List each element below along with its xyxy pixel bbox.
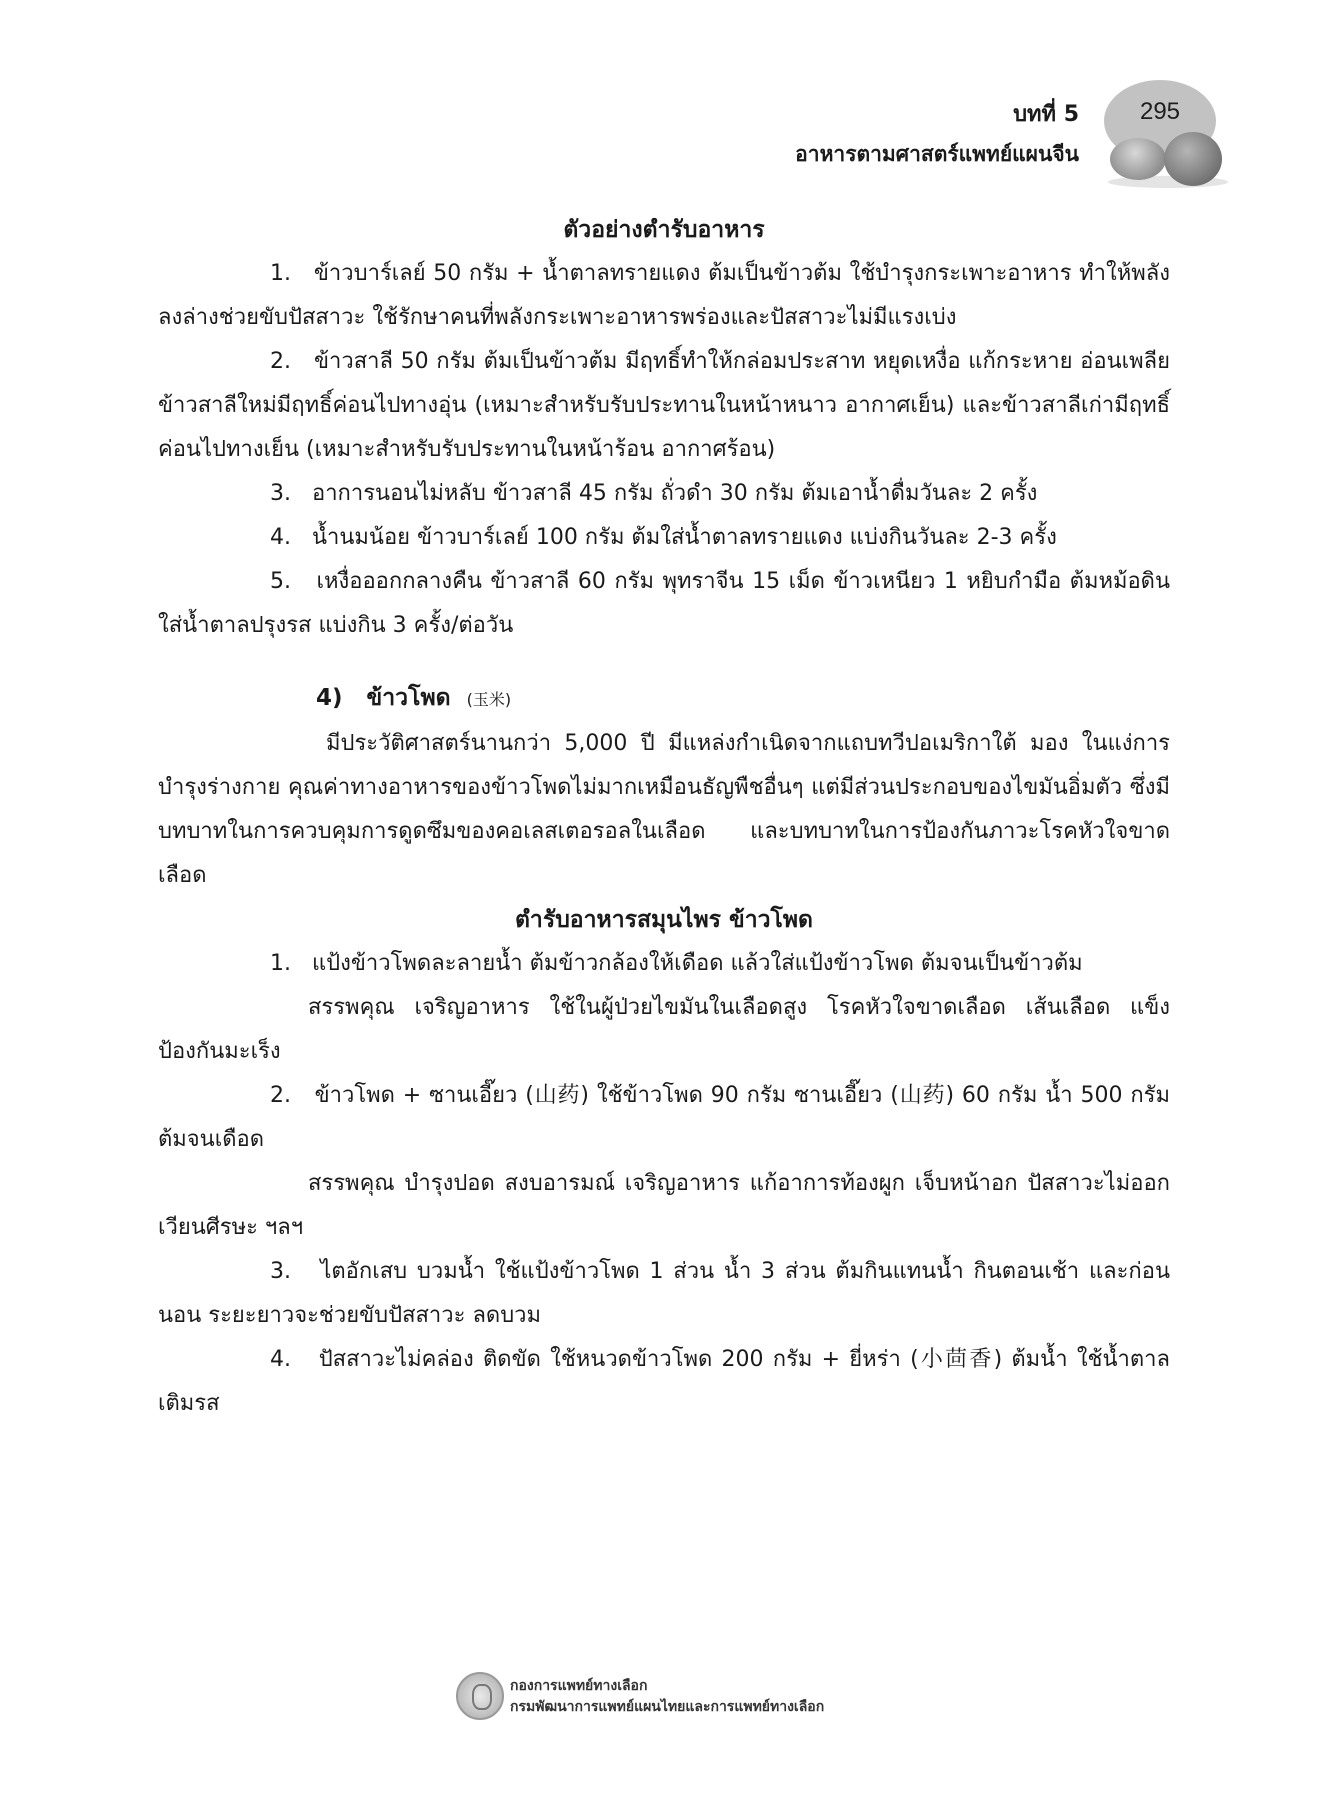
item-text: ปัสสาวะไม่คล่อง ติดขัด ใช้หนวดข้าวโพด 200 กรัม + ยี่หร่า (小茴香) ต้มน้ำ: [318, 1347, 1068, 1372]
tomato-icon: [1110, 138, 1166, 180]
footer-org-line1: กองการแพทย์ทางเลือก: [510, 1678, 648, 1694]
item-number: 4.: [270, 1347, 291, 1372]
herbal-recipe-4: [158, 1338, 1170, 1426]
item-text: ข้าวบาร์เลย์ 50 กรัม + น้ำตาลทรายแดง ต้มเป็นข้าวต้ม ใช้บำรุงกระเพาะอาหาร: [313, 261, 1072, 286]
chapter-label: บทที่ 5: [1013, 102, 1079, 127]
item-text: ข้าวโพด + ซานเอี๊ยว (山药) ใช้ข้าวโพด 90 กรัม ซานเอี๊ยว (山药) 60 กรัม: [314, 1083, 1038, 1108]
recipe-item-1: [158, 252, 1170, 340]
item-number: 4.: [270, 525, 291, 550]
item-number: 2.: [270, 349, 291, 374]
recipe-item-3: [158, 472, 1170, 516]
page-number: 295: [1139, 98, 1181, 125]
footer-org-line2: กรมพัฒนาการแพทย์แผนไทยและการแพทย์ทางเลือก: [510, 1699, 825, 1715]
herbal-recipe-3: [158, 1250, 1170, 1338]
herbal-recipe-2-benefit: สรรพคุณ บำรุงปอด สงบอารมณ์ เจริญอาหาร แก้อาการท้องผูก เจ็บหน้าอก ปัสสาวะไม่ออก เวียนศีรษะ ฯลฯ: [158, 1171, 1170, 1240]
item-text-cont: ทำให้พลังลงล่างช่วยขับปัสสาวะ ใช้รักษาคนที่พลังกระเพาะอาหารพร่องและปัสสาวะไม่มีแรงเบ่ง: [158, 261, 1170, 330]
item-text: เหงื่อออกกลางคืน ข้าวสาลี 60 กรัม พุทราจีน 15 เม็ด ข้าวเหนียว 1 หยิบกำมือ: [316, 569, 1062, 594]
page-footer: [452, 1672, 912, 1732]
subsection-number: 4): [316, 685, 343, 711]
subsection-heading-corn: [158, 676, 1170, 722]
recipe-item-4: [158, 516, 1170, 560]
item-text: แป้งข้าวโพดละลายน้ำ ต้มข้าวกล้องให้เดือด แล้วใส่แป้งข้าวโพด ต้มจนเป็นข้าวต้ม: [311, 951, 1083, 976]
section-title-herbal-recipes: ตำรับอาหารสมุนไพร ข้าวโพด: [515, 907, 813, 933]
corn-intro-paragraph: มีประวัติศาสตร์นานกว่า 5,000 ปี มีแหล่งกำเนิดจากแถบทวีปอเมริกาใต้ มอง ในแง่การบำรุงร่างกาย คุณค่าทางอาหารของข้าวโพดไม่มากเหมือนธัญพืชอื่นๆ แต่มีส่วนประกอบของไขมันอิ่มตัว ซึ่งมีบทบาทในการควบคุมการดูดซึมของคอเลสเตอรอลในเลือด และบทบาทในการป้องกันภาวะโรคหัวใจขาดเลือด: [158, 731, 1170, 888]
tomato-icon: [1164, 132, 1222, 186]
recipe-item-5: [158, 560, 1170, 648]
item-number: 5.: [270, 569, 291, 594]
item-text-cont: น้ำ 500 กรัม ต้มจนเดือด: [158, 1083, 1170, 1152]
item-text: น้ำนมน้อย ข้าวบาร์เลย์ 100 กรัม ต้มใส่น้ำตาลทรายแดง แบ่งกินวันละ 2-3 ครั้ง: [311, 525, 1057, 550]
chapter-subtitle: อาหารตามศาสตร์แพทย์แผนจีน: [795, 142, 1079, 166]
item-text: ไตอักเสบ บวมน้ำ ใช้แป้งข้าวโพด 1 ส่วน น้ำ 3 ส่วน ต้มกินแทนน้ำ กินตอนเช้า: [320, 1259, 1080, 1284]
item-text-cont: ใช้น้ำตาลเติมรส: [158, 1347, 1171, 1416]
item-text-cont: อ่อนเพลีย ข้าวสาลีใหม่มีฤทธิ์ค่อนไปทางอุ่น (เหมาะสำหรับรับประทานในหน้าหนาว อากาศเย็น) และข้าวสาลีเก่ามีฤทธิ์ค่อนไปทางเย็น (เหมาะสำหรับรับประทานในหน้าร้อน อากาศร้อน): [158, 349, 1170, 462]
page-number-badge: [1088, 76, 1238, 194]
subsection-title: ข้าวโพด: [366, 685, 451, 711]
section-title-recipes: ตัวอย่างตำรับอาหาร: [563, 217, 765, 243]
item-number: 1.: [270, 951, 291, 976]
herbal-recipe-2: [158, 1074, 1170, 1162]
page-content: [158, 208, 1170, 1426]
herbal-recipe-1-benefit: สรรพคุณ เจริญอาหาร ใช้ในผู้ป่วยไขมันในเลือดสูง โรคหัวใจขาดเลือด เส้นเลือด แข็ง ป้องกันมะเร็ง: [158, 995, 1170, 1064]
herbal-recipe-1: [158, 942, 1170, 986]
item-text-cont: ต้มหม้อดิน ใส่น้ำตาลปรุงรส แบ่งกิน 3 ครั้ง/ต่อวัน: [158, 569, 1170, 638]
item-number: 3.: [270, 1259, 291, 1284]
item-number: 3.: [270, 481, 291, 506]
item-number: 1.: [270, 261, 291, 286]
recipe-item-2: [158, 340, 1170, 472]
item-text: อาการนอนไม่หลับ ข้าวสาลี 45 กรัม ถั่วดำ 30 กรัม ต้มเอาน้ำดื่มวันละ 2 ครั้ง: [311, 481, 1038, 506]
subsection-chinese-name: (玉米): [466, 690, 512, 709]
item-text-cont: และก่อนนอน ระยะยาวจะช่วยขับปัสสาวะ ลดบวม: [158, 1259, 1170, 1328]
department-seal-icon: [456, 1672, 504, 1720]
item-number: 2.: [270, 1083, 291, 1108]
item-text: ข้าวสาลี 50 กรัม ต้มเป็นข้าวต้ม มีฤทธิ์ทำให้กล่อมประสาท หยุดเหงื่อ แก้กระหาย: [313, 349, 1073, 374]
